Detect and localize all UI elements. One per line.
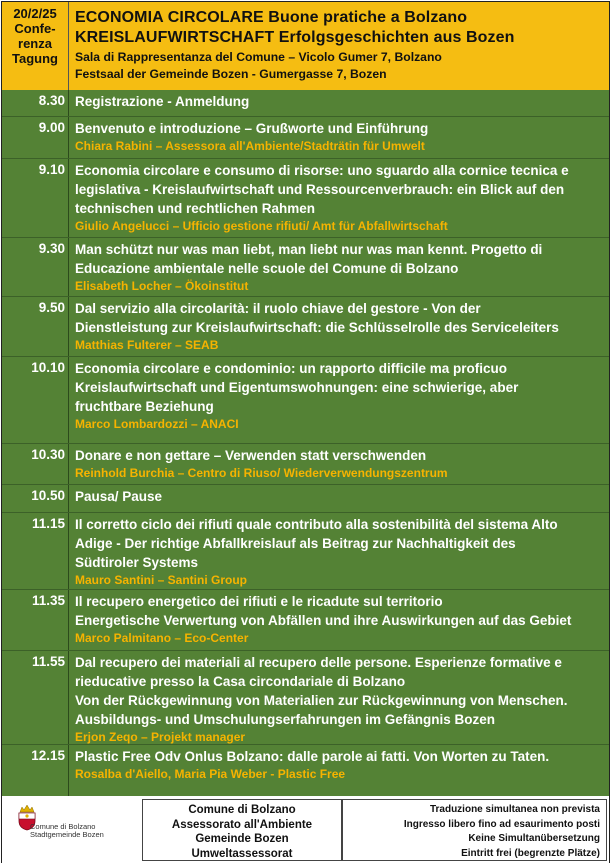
session-title-line: Man schützt nur was man liebt, man liebt nur was man kennt. Progetto di: [75, 242, 543, 257]
organizer-line: Gemeinde Bozen: [195, 833, 289, 845]
title-it: ECONOMIA CIRCOLARE Buone pratiche a Bolzano: [75, 9, 468, 26]
session-content: [75, 359, 605, 432]
session-time: 9.00: [38, 120, 65, 135]
session-speaker: Marco Palmitano – Eco-Center: [75, 631, 249, 645]
session-content: [75, 592, 605, 646]
session-content: [75, 653, 605, 745]
session-speaker: Rosalba d'Aiello, Maria Pia Weber - Plastic Free: [75, 767, 346, 781]
session-title-line: Donare e non gettare – Verwenden statt verschwenden: [75, 448, 427, 463]
session-title-line: Pausa/ Pause: [75, 489, 163, 504]
session-content: [75, 92, 605, 111]
title-de: KREISLAUFWIRTSCHAFT Erfolgsgeschichten aus Bozen: [75, 29, 515, 46]
notes-box: [342, 799, 607, 861]
session-content: [75, 161, 605, 234]
session-time: 12.15: [31, 748, 65, 763]
session-time: 9.30: [38, 241, 65, 256]
session-title-line: Plastic Free Odv Onlus Bolzano: dalle parole ai fatti. Von Worten zu Taten.: [75, 749, 550, 764]
organizer-line: Umweltassessorat: [191, 847, 293, 860]
session-title-line: Kreislaufwirtschaft und Eigentumswohnungen: eine schwierige, aber: [75, 380, 519, 395]
session-speaker: Giulio Angelucci – Ufficio gestione rifiuti/ Amt für Abfallwirtschaft: [75, 219, 448, 233]
session-speaker: Erjon Zeqo – Projekt manager: [75, 730, 246, 744]
municipality-logo: [8, 801, 136, 859]
schedule-row: [2, 356, 609, 444]
session-title-line: Economia circolare e condominio: un rapporto difficile ma proficuo: [75, 361, 508, 376]
session-title-line: Il corretto ciclo dei rifiuti quale contributo alla sostenibilità del sistema Alto: [75, 517, 558, 532]
schedule-row: [2, 484, 609, 513]
session-title-line: Von der Rückgewinnung von Materialien zur Rückgewinnung von Menschen.: [75, 693, 568, 708]
session-content: [75, 299, 605, 353]
note-line: Keine Simultanübersetzung: [468, 833, 600, 844]
event-type-it-2: renza: [18, 36, 52, 51]
session-time: 11.35: [31, 593, 65, 608]
session-title-line: Dal recupero dei materiali al recupero delle persone. Esperienze formative e: [75, 655, 562, 670]
session-content: [75, 515, 605, 588]
schedule-row: [2, 116, 609, 159]
session-speaker: Mauro Santini – Santini Group: [75, 573, 248, 587]
session-content: [75, 487, 605, 506]
event-type-de: Tagung: [12, 51, 58, 66]
session-content: [75, 240, 605, 294]
note-line: Ingresso libero fino ad esaurimento posti: [403, 818, 600, 830]
footer: [2, 797, 609, 863]
session-title-line: Ausbildungs- und Umschulungserfahrungen im Gefängnis Bozen: [75, 712, 496, 727]
session-time: 9.10: [38, 162, 65, 177]
session-title-line: rieducative presso la Casa circondariale di Bolzano: [75, 674, 406, 689]
schedule-row: [2, 237, 609, 297]
logo-text: [30, 823, 104, 839]
session-speaker: Chiara Rabini – Assessora all'Ambiente/Stadträtin für Umwelt: [75, 139, 425, 153]
schedule-row: [2, 589, 609, 651]
schedule-row: [2, 650, 609, 745]
logo-line-1: Comune di Bolzano: [30, 822, 96, 831]
schedule-row: [2, 90, 609, 116]
note-line: Traduzione simultanea non prevista: [429, 804, 600, 815]
session-title-line: Il recupero energetico dei rifiuti e le ricadute sul territorio: [75, 594, 443, 609]
event-date-box: [2, 2, 69, 90]
session-title-line: Dal servizio alla circolarità: il ruolo chiave del gestore - Von der: [75, 301, 481, 316]
venue-it: Sala di Rappresentanza del Comune – Vicolo Gumer 7, Bolzano: [75, 50, 442, 64]
session-time: 11.55: [31, 654, 65, 669]
header-titles: [75, 8, 605, 83]
header: [2, 2, 609, 90]
organizer-line: Assessorato all'Ambiente: [171, 818, 313, 831]
session-title-line: Economia circolare e consumo di risorse: uno sguardo alla cornice tecnica e: [75, 163, 569, 178]
session-content: [75, 747, 605, 782]
schedule-row: [2, 443, 609, 485]
session-content: [75, 119, 605, 154]
session-speaker: Matthias Fulterer – SEAB: [75, 338, 219, 352]
session-speaker: Elisabeth Locher – Ökoinstitut: [75, 279, 249, 293]
logo-line-2: Stadtgemeinde Bozen: [30, 830, 104, 839]
session-title-line: Registrazione - Anmeldung: [75, 94, 250, 109]
session-title-line: Benvenuto e introduzione – Grußworte und Einführung: [75, 121, 429, 136]
venue-de: Festsaal der Gemeinde Bozen - Gumergasse 7, Bozen: [75, 67, 387, 81]
session-content: [75, 446, 605, 481]
session-title-line: Energetische Verwertung von Abfällen und ihre Auswirkungen auf das Gebiet: [75, 613, 572, 628]
session-title-line: legislativa - Kreislaufwirtschaft und Ressourcenverbrauch: ein Blick auf den: [75, 182, 565, 197]
session-title-line: fruchtbare Beziehung: [75, 399, 214, 414]
schedule-row: [2, 512, 609, 590]
schedule-row: [2, 296, 609, 357]
organizer-box: [142, 799, 342, 861]
session-title-line: Educazione ambientale nelle scuole del Comune di Bolzano: [75, 261, 459, 276]
session-title-line: Südtiroler Systems: [75, 555, 199, 570]
session-title-line: Adige - Der richtige Abfallkreislauf als Beitrag zur Nachhaltigkeit des: [75, 536, 516, 551]
session-time: 10.50: [31, 488, 65, 503]
event-date: 20/2/25: [13, 6, 57, 21]
organizer-line: Comune di Bolzano: [188, 804, 296, 816]
session-time: 11.15: [31, 516, 65, 531]
session-title-line: Dienstleistung zur Kreislaufwirtschaft: die Schlüsselrolle des Serviceleiters: [75, 320, 559, 335]
note-line: Eintritt frei (begrenzte Plätze): [461, 847, 600, 859]
session-speaker: Reinhold Burchia – Centro di Riuso/ Wiederverwendungszentrum: [75, 466, 448, 480]
session-time: 10.30: [31, 447, 65, 462]
schedule-row: [2, 744, 609, 797]
session-title-line: technischen und rechtlichen Rahmen: [75, 201, 316, 216]
schedule: [2, 90, 609, 796]
session-time: 9.50: [38, 300, 65, 315]
session-time: 10.10: [31, 360, 65, 375]
event-type-it: Confe-: [14, 21, 56, 36]
session-time: 8.30: [38, 93, 65, 108]
schedule-row: [2, 158, 609, 238]
session-speaker: Marco Lombardozzi – ANACI: [75, 417, 239, 431]
